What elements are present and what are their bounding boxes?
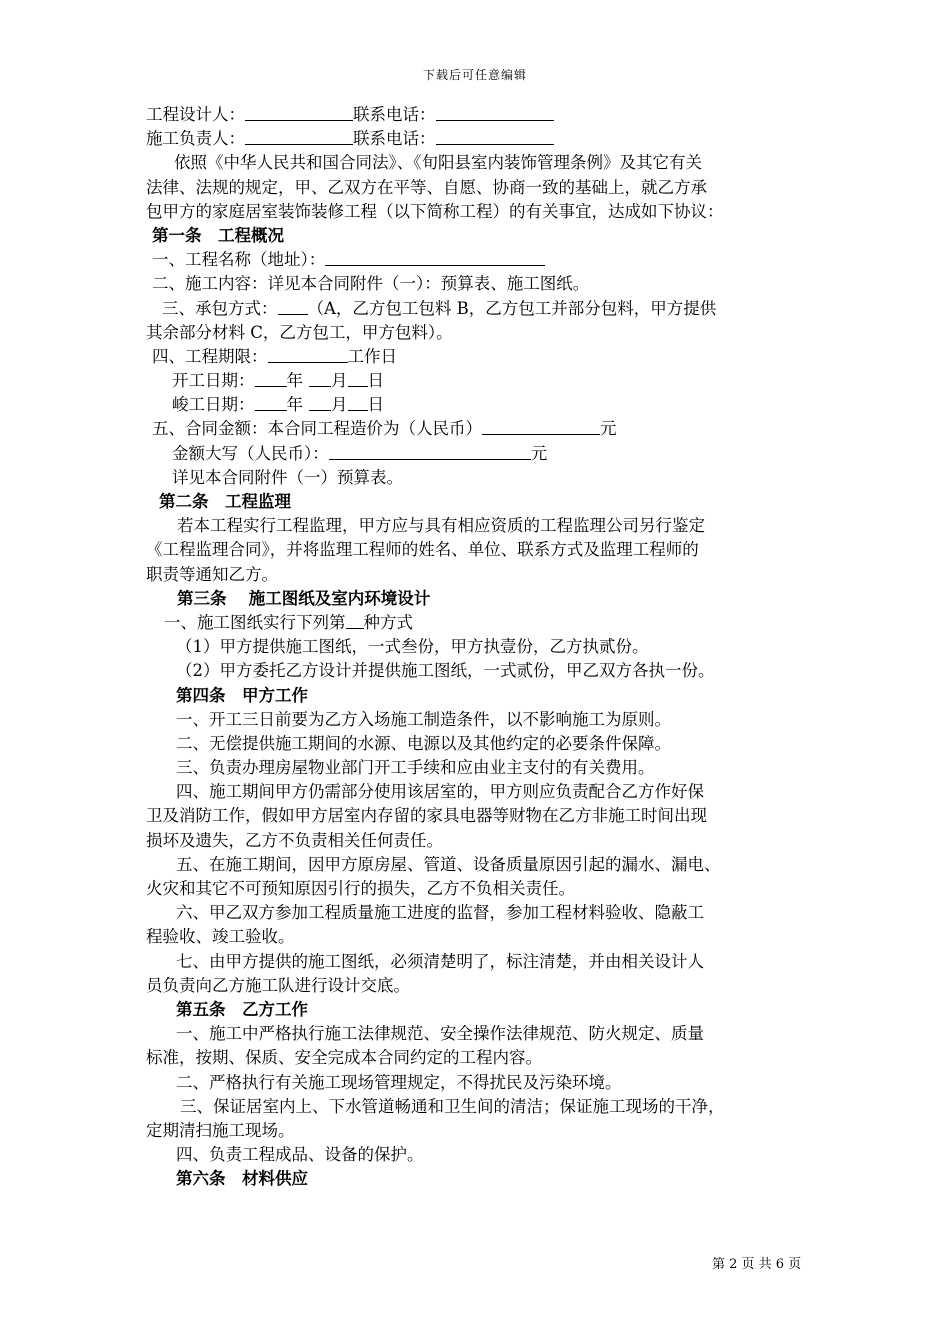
drawing-method-suffix: 种方式 [363,612,413,632]
paragraph-line: 损坏及遗失，乙方不负责相关任何责任。 [146,830,443,850]
supervisor-blank[interactable] [245,127,353,145]
amount-line [146,417,806,441]
drawing-method-label: 一、施工图纸实行下列第 [164,612,346,632]
paragraph-line: 四、负责工程成品、设备的保护。 [176,1145,424,1165]
project-name-line [146,248,806,272]
supervisor-phone-label: 联系电话： [353,129,436,149]
paragraph-line: 三、保证居室内上、下水管道畅通和卫生间的清洁；保证施工现场的干净， [180,1096,725,1116]
project-name-blank[interactable] [325,248,545,266]
paragraph-line: 七、由甲方提供的施工图纸，必须清楚明了，标注清楚，并由相关设计人 [176,951,704,971]
amount-blank[interactable] [482,417,600,435]
day-label: 日 [367,371,384,391]
paragraph-line: 定期清扫施工现场。 [146,1120,295,1140]
amount-label: 五、合同金额：本合同工程造价为（人民币） [152,419,482,439]
year-label: 年 [286,395,303,415]
article-1-heading: 第一条 工程概况 [152,225,284,245]
article-3-heading: 第三条 施工图纸及室内环境设计 [177,588,431,608]
paragraph-line: 程验收、竣工验收。 [146,927,295,947]
amount-words-blank[interactable] [329,442,531,460]
paragraph-line: 四、施工期间甲方仍需部分使用该居室的，甲方则应负责配合乙方作好保 [176,782,704,802]
article-2-heading: 第二条 工程监理 [159,492,291,511]
paragraph-line: 三、负责办理房屋物业部门开工手续和应由业主支付的有关费用。 [176,758,655,778]
start-date-line [146,369,806,393]
end-month-blank[interactable] [309,393,331,411]
designer-phone-label: 联系电话： [353,105,436,124]
workday-label: 工作日 [347,346,397,366]
paragraph-line: 职责等通知乙方。 [146,564,278,584]
paragraph-line: 若本工程实行工程监理，甲方应与具有相应资质的工程监理公司另行鉴定 [177,516,705,536]
page-header-note: 下载后可任意编辑 [422,68,527,82]
drawing-method-blank[interactable] [346,611,364,629]
paragraph-line: （2）甲方委托乙方设计并提供施工图纸，一式贰份，甲乙双方各执一份。 [176,661,715,681]
paragraph-line: 一、开工三日前要为乙方入场施工制造条件，以不影响施工为原则。 [176,709,671,729]
paragraph-line: （1）甲方提供施工图纸，一式叁份，甲方执壹份，乙方执贰份。 [176,637,649,657]
end-date-line [146,393,806,417]
article-5-heading: 第五条 乙方工作 [176,999,308,1019]
supervisor-phone-blank[interactable] [436,127,554,145]
project-name-label: 一、工程名称（地址）： [152,250,326,270]
day-label: 日 [367,395,384,415]
paragraph-line: 其余部分材料 C，乙方包工，甲方包料）。 [146,322,453,342]
end-date-label: 峻工日期： [172,395,255,415]
duration-label: 四、工程期限： [152,346,268,366]
paragraph-line: 卫及消防工作，假如甲方居室内存留的家具电器等财物在乙方非施工时间出现 [146,806,707,826]
end-year-blank[interactable] [255,393,287,411]
contract-body [146,103,806,1191]
designer-line [146,103,806,127]
contract-type-blank[interactable] [278,297,308,315]
paragraph-line: 二、无偿提供施工期间的水源、电源以及其他约定的必要条件保障。 [176,733,671,753]
yuan-label: 元 [600,419,617,439]
amount-words-line [146,442,806,466]
paragraph-line: 依照《中华人民共和国合同法》、《旬阳县室内装饰管理条例》及其它有关 [174,153,702,173]
contract-type-label: 三、承包方式： [162,298,278,318]
page-number: 第 2 页 共 6 页 [712,1257,802,1272]
contract-type-options: （A，乙方包工包料 B，乙方包工并部分包料，甲方提供 [307,298,717,318]
contract-type-line [146,297,806,321]
paragraph-line: 火灾和其它不可预知原因引行的损失，乙方不负相关责任。 [146,879,575,898]
start-month-blank[interactable] [309,369,331,387]
end-day-blank[interactable] [348,393,368,411]
supervisor-label: 施工负责人： [146,129,245,149]
paragraph-line: 法律、法规的规定，甲、乙双方在平等、自愿、协商一致的基础上，就乙方承 [146,177,707,197]
paragraph-line: 六、甲乙双方参加工程质量施工进度的监督，参加工程材料验收、隐蔽工 [176,903,704,923]
paragraph-line: 标准，按期、保质、安全完成本合同约定的工程内容。 [146,1048,542,1068]
paragraph-line: 包甲方的家庭居室装饰装修工程（以下简称工程）的有关事宜，达成如下协议： [146,201,724,221]
paragraph-line: 二、严格执行有关施工现场管理规定，不得扰民及污染环境。 [176,1072,622,1092]
designer-blank[interactable] [245,103,353,121]
designer-phone-blank[interactable] [436,103,554,121]
duration-line [146,345,806,369]
year-label: 年 [286,371,303,391]
month-label: 月 [331,371,348,391]
amount-words-label: 金额大写（人民币）： [172,443,329,463]
duration-blank[interactable] [268,345,348,363]
article-4-heading: 第四条 甲方工作 [176,685,308,705]
article-6-heading: 第六条 材料供应 [176,1169,308,1189]
paragraph-line: 员负责向乙方施工队进行设计交底。 [146,975,410,995]
paragraph-line: 《工程监理合同》，并将监理工程师的姓名、单位、联系方式及监理工程师的 [146,540,699,560]
paragraph-line: 二、施工内容：详见本合同附件（一）：预算表、施工图纸。 [152,274,590,294]
paragraph-line: 详见本合同附件（一）预算表。 [172,467,403,487]
designer-label: 工程设计人： [146,105,245,124]
paragraph-line: 五、在施工期间，因甲方原房屋、管道、设备质量原因引起的漏水、漏电、 [176,854,721,874]
start-year-blank[interactable] [255,369,287,387]
paragraph-line: 一、施工中严格执行施工法律规范、安全操作法律规范、防火规定、质量 [176,1024,704,1044]
start-day-blank[interactable] [348,369,368,387]
start-date-label: 开工日期： [172,371,255,391]
yuan-label: 元 [530,443,548,463]
supervisor-line [146,127,806,151]
drawing-method-line [146,611,806,635]
month-label: 月 [331,395,348,415]
